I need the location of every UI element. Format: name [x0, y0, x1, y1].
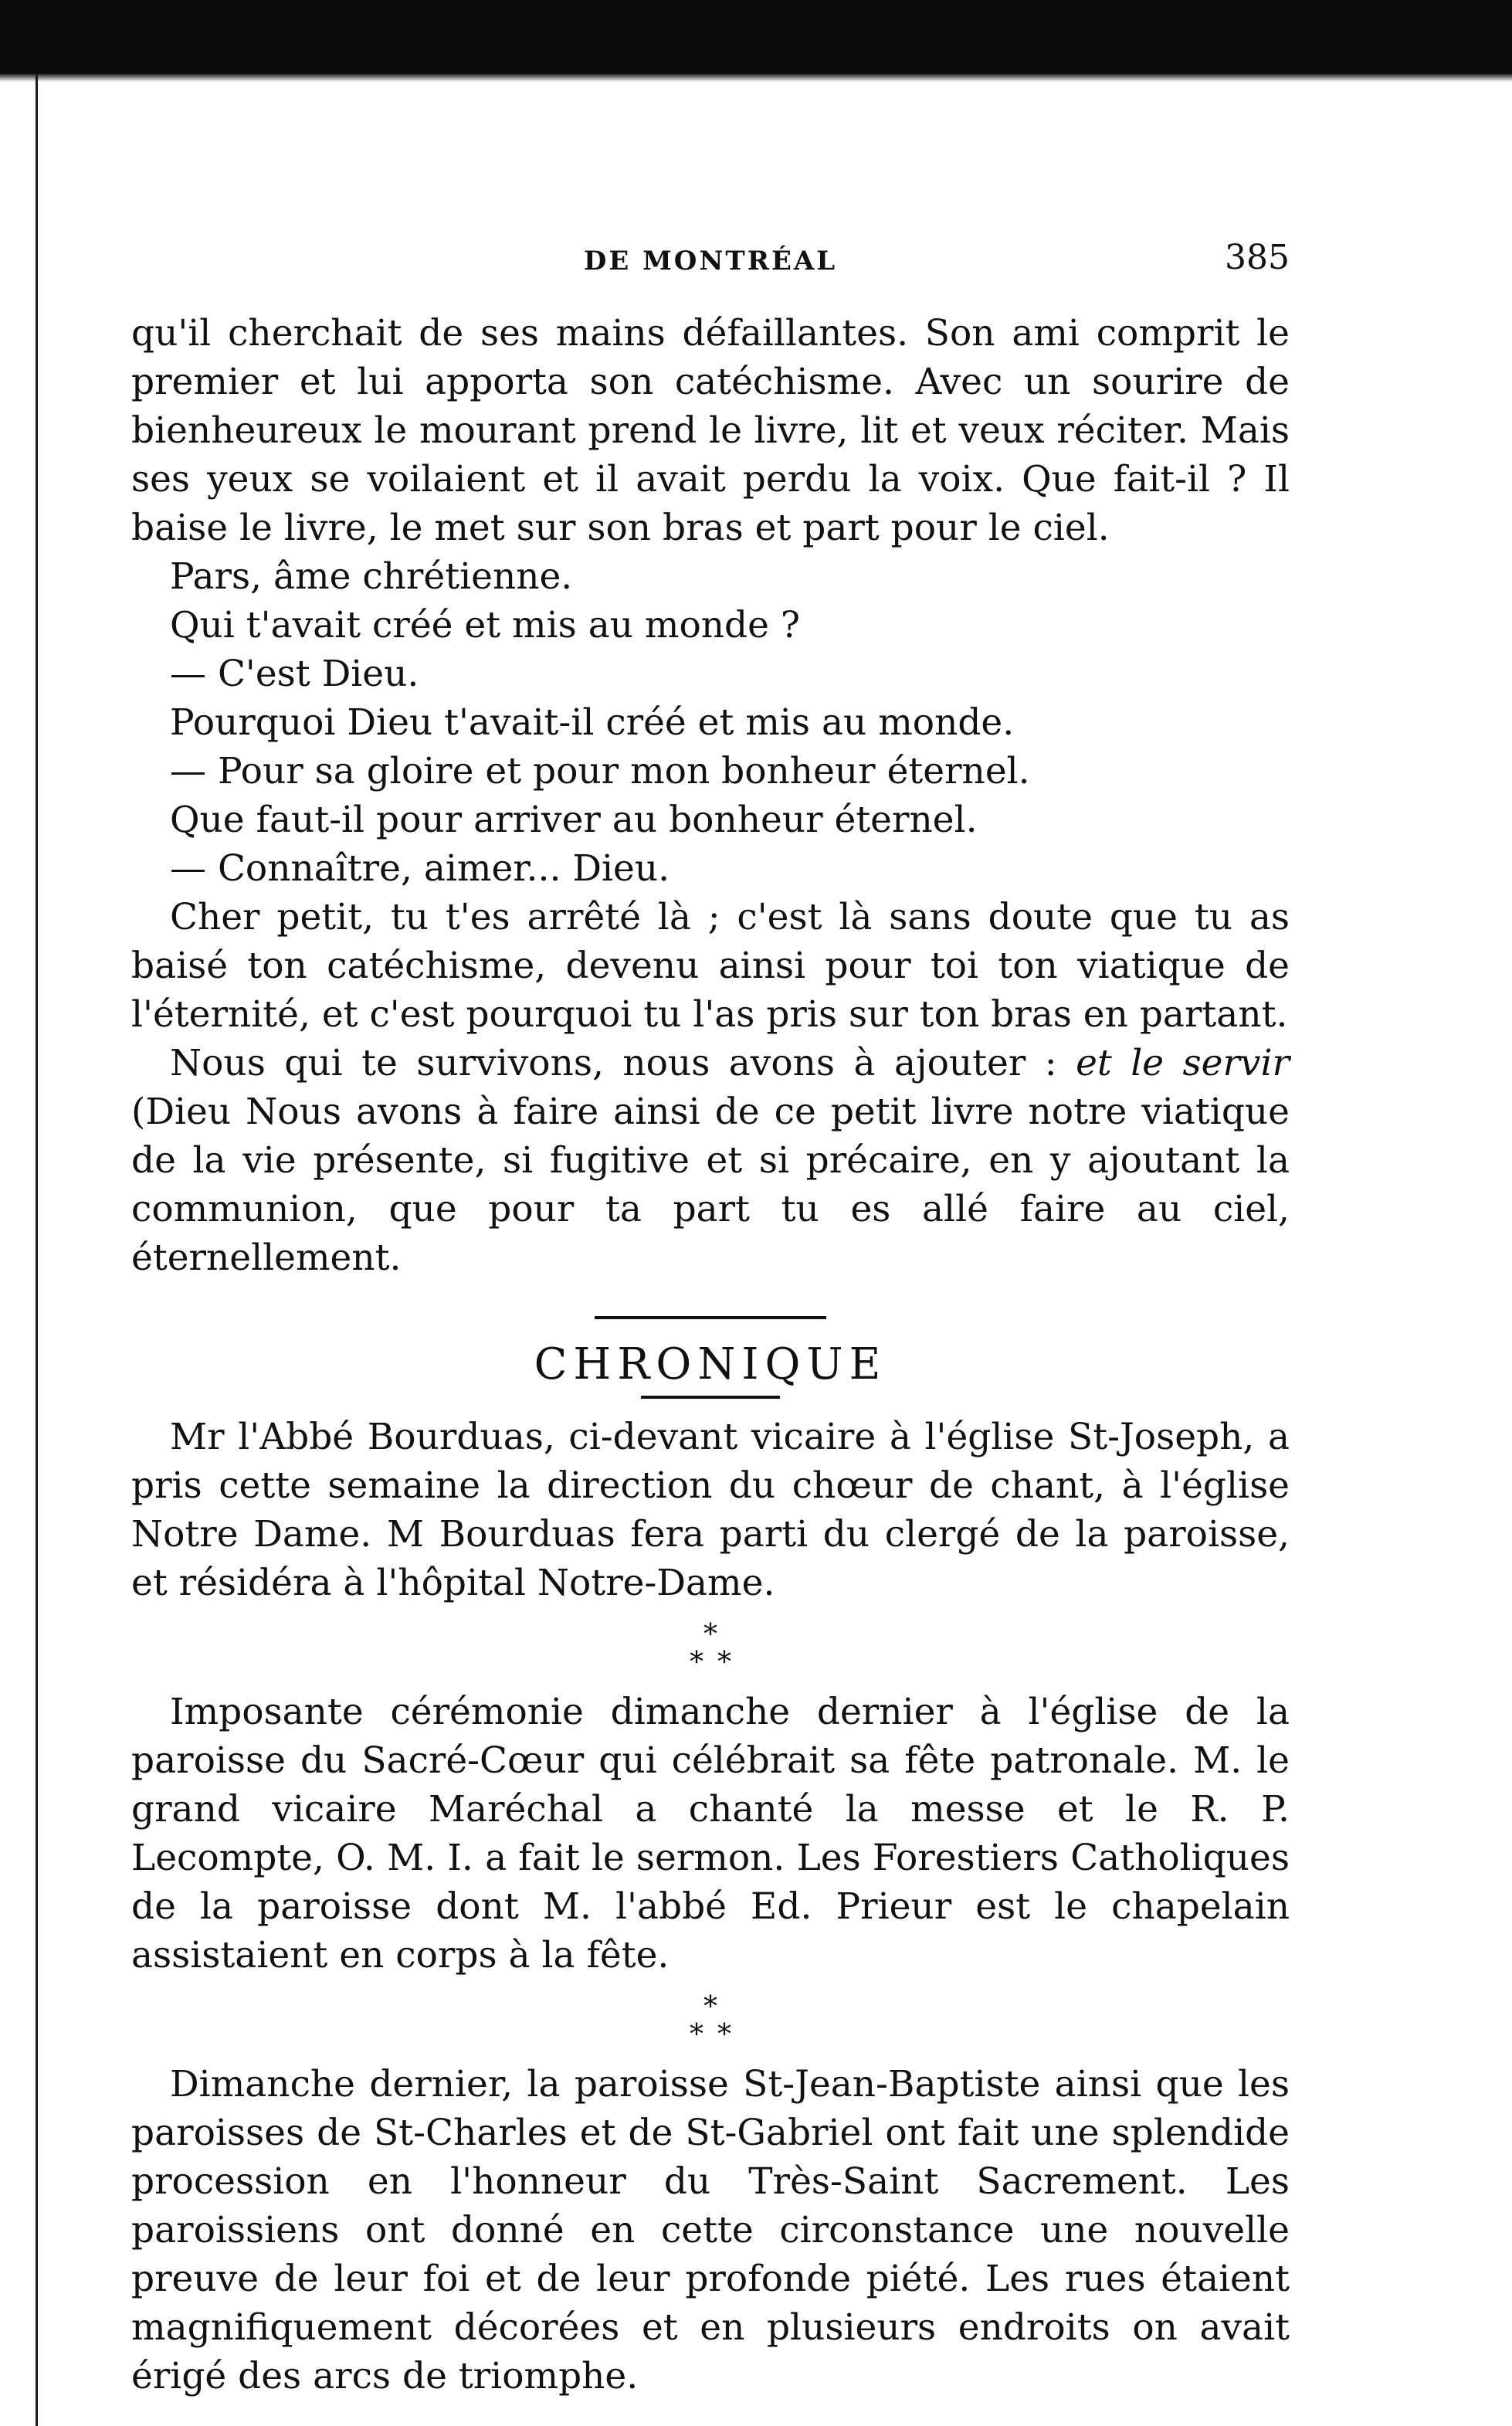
scan-left-edge	[36, 74, 38, 2426]
book-page	[131, 232, 1290, 2401]
paragraph: — Connaître, aimer... Dieu.	[170, 847, 670, 890]
closing-italic: et le servir	[1076, 1042, 1290, 1084]
asterism-top: *	[703, 1991, 717, 2023]
scan-top-border	[0, 0, 1512, 74]
chronique-text	[131, 2060, 1290, 2401]
paragraph: Pars, âme chrétienne.	[170, 555, 573, 598]
page-number: 385	[1225, 238, 1290, 277]
closing-paragraph	[131, 1039, 1290, 1282]
closing-text-end: (Dieu Nous avons à faire ainsi de ce petit livre notre viatique de la vie présente, si fugitive et si précaire, en y ajoutant la communion, que pour ta part tu es allé faire au ciel, éternellement.	[131, 1091, 1290, 1279]
paragraph: Que faut-il pour arriver au bonheur éternel.	[170, 799, 978, 841]
running-head	[131, 232, 1290, 301]
asterism-bottom: **	[690, 2019, 745, 2051]
asterism	[131, 1621, 1290, 1677]
chronique-item: Dimanche dernier, la paroisse St-Jean-Baptiste ainsi que les paroisses de St-Charles et de St-Gabriel ont fait une splendide procession en l'honneur du Très-Saint Sacrement. Les paroissiens ont donné en cette circonstance une nouvelle preuve de leur foi et de leur profonde piété. Les rues étaient magnifiquement décorées et en plusieurs endroits on avait érigé des arcs de triomphe.	[131, 2063, 1290, 2397]
chronique-text	[131, 1688, 1290, 1980]
chronique-item: Imposante cérémonie dimanche dernier à l'église de la paroisse du Sacré-Cœur qui célébrait sa fête patronale. M. le grand vicaire Maréchal a chanté la messe et le R. P. Lecompte, O. M. I. a fait le sermon. Les Forestiers Catholiques de la paroisse dont M. l'abbé Ed. Prieur est le chapelain assistaient en corps à la fête.	[131, 1691, 1290, 1976]
section-divider-top	[595, 1316, 826, 1319]
paragraph: — C'est Dieu.	[170, 653, 419, 695]
section-title: CHRONIQUE	[534, 1339, 887, 1389]
paragraph: Cher petit, tu t'es arrêté là ; c'est là sans doute que tu as baisé ton catéchisme, devenu ainsi pour toi ton viatique de l'éternité, et c'est pourquoi tu l'as pris sur ton bras en partant.	[131, 896, 1290, 1036]
asterism-top: *	[703, 1619, 717, 1651]
chronique-text	[131, 1413, 1290, 1607]
paragraph: — Pour sa gloire et pour mon bonheur éternel.	[170, 750, 1030, 792]
asterism	[131, 1993, 1290, 2049]
scan-top-border-edge	[0, 74, 1512, 82]
paragraph: qu'il cherchait de ses mains défaillantes. Son ami comprit le premier et lui apporta son catéchisme. Avec un sourire de bienheureux le mourant prend le livre, lit et veux réciter. Mais ses yeux se voilaient et il avait perdu la voix. Que fait-il ? Il baise le livre, le met sur son bras et part pour le ciel.	[131, 312, 1290, 549]
closing-text-start: Nous qui te survivons, nous avons à ajouter :	[170, 1042, 1076, 1084]
paragraph: Qui t'avait créé et mis au monde ?	[170, 604, 801, 646]
article-text	[131, 309, 1290, 1282]
asterism-bottom: **	[690, 1647, 745, 1678]
section-divider-bottom	[641, 1396, 780, 1399]
running-title: DE MONTRÉAL	[583, 246, 838, 277]
paragraph: Pourquoi Dieu t'avait-il créé et mis au monde.	[170, 701, 1015, 744]
chronique-item: Mr l'Abbé Bourduas, ci-devant vicaire à l'église St-Joseph, a pris cette semaine la direction du chœur de chant, à l'église Notre Dame. M Bourduas fera parti du clergé de la paroisse, et résidéra à l'hôpital Notre-Dame.	[131, 1416, 1290, 1604]
